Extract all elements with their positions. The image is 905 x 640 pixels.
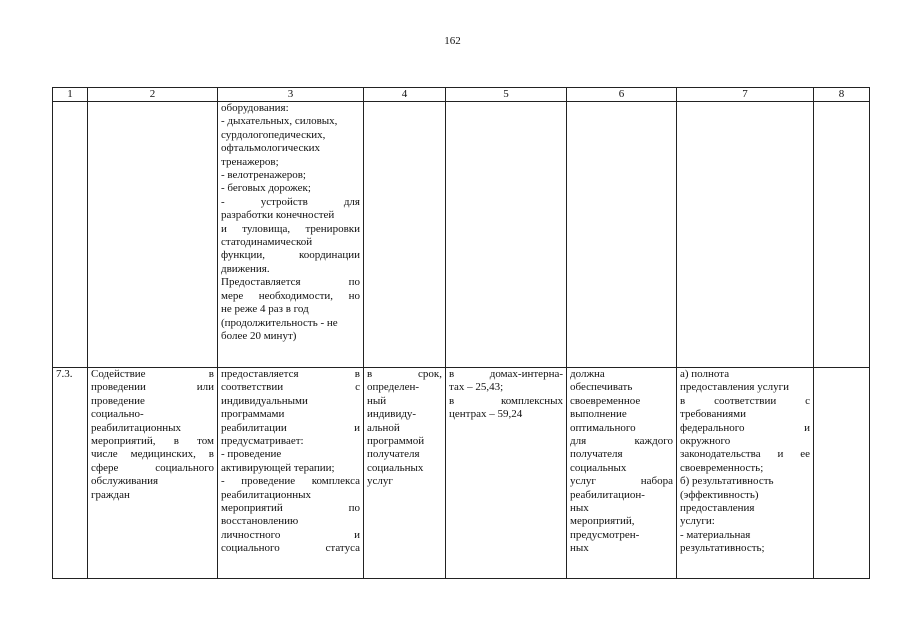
text-word: проведении	[91, 381, 146, 394]
text-line: индивиду-	[367, 408, 417, 421]
text-word: в	[367, 368, 373, 380]
text-line	[570, 435, 673, 448]
text-line	[449, 368, 563, 381]
text-word: Содействие	[91, 368, 146, 380]
text-line: - материальная	[680, 528, 751, 541]
cell-empty	[814, 102, 870, 368]
text-line: проведение	[91, 394, 145, 407]
text-word: в	[449, 368, 455, 380]
text-word: с	[805, 394, 810, 407]
text-line: индивидуальными	[221, 394, 308, 407]
text-line: восстановлению	[221, 515, 299, 528]
cell-empty	[567, 102, 677, 368]
text-word: координации	[298, 249, 360, 262]
cell-empty	[814, 368, 870, 579]
text-line	[680, 448, 810, 461]
text-line: б) результативность	[680, 475, 774, 488]
text-line	[221, 196, 360, 209]
text-word: ее	[800, 448, 810, 461]
text-line: реабилитационных	[221, 488, 312, 501]
text-line	[221, 368, 360, 381]
cell-empty	[88, 102, 218, 368]
text-line: ных	[570, 502, 589, 515]
text-word: -	[221, 475, 225, 488]
cell-service-name	[88, 368, 218, 579]
text-line: услуги:	[680, 515, 715, 528]
page-number: 162	[444, 35, 461, 47]
text-line: - велотренажеров;	[221, 169, 306, 182]
text-line: - беговых дорожек;	[221, 182, 311, 195]
text-line: своевременное	[570, 394, 641, 407]
text-line: реабилитационных	[91, 421, 182, 434]
text-word: необходимости,	[258, 289, 334, 302]
text-line: а) полнота	[680, 368, 730, 380]
text-line: услуг	[367, 475, 393, 488]
cell-service-term	[364, 368, 446, 579]
cell-service-evaluation	[677, 368, 814, 579]
text-word: в	[449, 394, 455, 407]
text-line: центрах – 59,24	[449, 408, 523, 421]
column-number-2: 2	[88, 88, 218, 102]
text-line: - дыхательных, силовых,	[221, 115, 338, 128]
text-word: статуса	[325, 542, 360, 555]
text-line: своевременность;	[680, 461, 764, 474]
text-word: в	[680, 394, 686, 407]
text-line: оборудования:	[221, 102, 289, 114]
text-line: социальных	[367, 461, 424, 474]
text-word: для	[570, 435, 587, 448]
text-line: должна	[570, 368, 605, 380]
text-line: ный	[367, 394, 387, 407]
text-word: с	[355, 381, 360, 394]
text-line: (эффективность)	[680, 488, 759, 501]
cell-service-quality	[567, 368, 677, 579]
text-line: сурдологопедических,	[221, 128, 326, 141]
text-line	[570, 475, 673, 488]
text-line: тах – 25,43;	[449, 381, 504, 394]
text-line: обеспечивать	[570, 381, 633, 394]
text-word: в	[208, 448, 214, 461]
text-word: предоставляется	[221, 368, 299, 380]
text-line: (продолжительность - не	[221, 316, 338, 329]
text-word: мероприятий,	[91, 435, 156, 448]
text-line: программами	[221, 408, 285, 421]
text-line: движения.	[221, 262, 270, 275]
text-line: ных	[570, 542, 589, 555]
text-line	[221, 542, 360, 555]
table-row	[53, 368, 870, 579]
text-line: выполнение	[570, 408, 627, 421]
text-word: федерального	[680, 421, 745, 434]
text-word: и	[354, 528, 360, 541]
text-word: комплекса	[311, 475, 360, 488]
column-number-6: 6	[567, 88, 677, 102]
text-word: но	[348, 289, 360, 302]
text-line: требованиями	[680, 408, 747, 421]
text-word: туловища,	[242, 222, 291, 235]
text-word: домах-интерна-	[489, 368, 563, 380]
text-word: соответствии	[221, 381, 284, 394]
text-word: Предоставляется	[221, 276, 301, 289]
text-line: предусмотрен-	[570, 528, 640, 541]
text-word: в	[173, 435, 179, 448]
text-word: и	[777, 448, 784, 461]
text-line: определен-	[367, 381, 420, 394]
text-word: социального	[155, 461, 214, 474]
text-line: - проведение	[221, 448, 282, 461]
text-line: офтальмологических	[221, 142, 321, 155]
text-line: тренажеров;	[221, 155, 279, 168]
text-line	[221, 290, 360, 303]
cell-service-description	[218, 368, 364, 579]
text-word: тренировки	[305, 222, 360, 235]
cell-empty	[446, 102, 567, 368]
text-word: в	[354, 368, 360, 380]
text-word: личностного	[221, 528, 281, 541]
cell-empty	[53, 102, 88, 368]
text-line: граждан	[91, 488, 130, 501]
column-number-3: 3	[218, 88, 364, 102]
text-line: предусматривает:	[221, 435, 304, 448]
text-word: сфере	[91, 461, 119, 474]
text-word: услуг	[570, 475, 596, 488]
cell-equipment-list	[218, 102, 364, 368]
cell-item-number: 7.3.	[53, 368, 88, 579]
text-word: по	[348, 502, 360, 515]
text-line	[221, 529, 360, 542]
text-line: окружного	[680, 435, 731, 448]
text-line: мероприятий,	[570, 515, 635, 528]
text-line	[91, 368, 214, 381]
text-line	[367, 368, 442, 381]
text-line: программой	[367, 435, 425, 448]
column-number-7: 7	[677, 88, 814, 102]
text-line	[221, 422, 360, 435]
text-word: -	[221, 195, 225, 208]
text-word: по	[348, 276, 360, 289]
text-word: законодательства	[680, 448, 761, 461]
text-word: в	[208, 368, 214, 380]
text-line: альной	[367, 421, 400, 434]
text-word: функции,	[221, 249, 265, 262]
text-line	[221, 475, 360, 488]
text-line	[449, 395, 563, 408]
text-word: комплексных	[500, 394, 563, 407]
text-line: получателя	[367, 448, 420, 461]
text-line: обслуживания	[91, 475, 159, 488]
text-line	[221, 381, 360, 394]
column-number-8: 8	[814, 88, 870, 102]
text-word: или	[196, 381, 214, 394]
cell-empty	[677, 102, 814, 368]
text-line: предоставления услуги	[680, 381, 789, 394]
text-line: результативность;	[680, 542, 765, 555]
column-number-4: 4	[364, 88, 446, 102]
text-line	[91, 381, 214, 394]
text-word: реабилитации	[221, 421, 287, 434]
column-number-1: 1	[53, 88, 88, 102]
text-line	[221, 223, 360, 236]
text-line: социальных	[570, 461, 627, 474]
text-word: и	[804, 421, 810, 434]
text-word: проведение	[241, 475, 296, 488]
text-line: реабилитацион-	[570, 488, 645, 501]
cell-service-tariff	[446, 368, 567, 579]
text-word: мероприятий	[221, 502, 283, 515]
text-line	[91, 462, 214, 475]
text-word: социального	[221, 542, 280, 555]
services-table	[52, 87, 870, 579]
text-word: устройств	[260, 195, 308, 208]
text-line: не реже 4 раз в год	[221, 303, 309, 316]
text-line	[91, 435, 214, 448]
text-word: каждого	[634, 435, 673, 448]
text-word: соответствии	[714, 394, 777, 407]
text-word: том	[197, 435, 214, 448]
table-row	[53, 102, 870, 368]
text-line: активирующей терапии;	[221, 461, 335, 474]
text-line	[91, 448, 214, 461]
cell-empty	[364, 102, 446, 368]
text-line: оптимального	[570, 421, 636, 434]
text-line	[221, 502, 360, 515]
text-word: срок,	[418, 368, 442, 380]
text-word: и	[354, 421, 360, 434]
column-number-5: 5	[446, 88, 567, 102]
text-line: социально-	[91, 408, 144, 421]
text-line	[680, 395, 810, 408]
text-line	[221, 276, 360, 289]
text-line: статодинамической	[221, 236, 313, 249]
text-word: числе	[91, 448, 118, 461]
text-line	[680, 422, 810, 435]
text-word: для	[343, 195, 360, 208]
text-line: предоставления	[680, 502, 755, 515]
text-line: более 20 минут)	[221, 329, 297, 342]
text-line: получателя	[570, 448, 623, 461]
table-header-row	[53, 88, 870, 102]
text-word: медицинских,	[130, 448, 196, 461]
text-word: и	[221, 222, 227, 235]
text-word: мере	[221, 289, 244, 302]
text-line	[221, 249, 360, 262]
text-word: набора	[640, 475, 673, 488]
text-line: разработки конечностей	[221, 209, 335, 222]
